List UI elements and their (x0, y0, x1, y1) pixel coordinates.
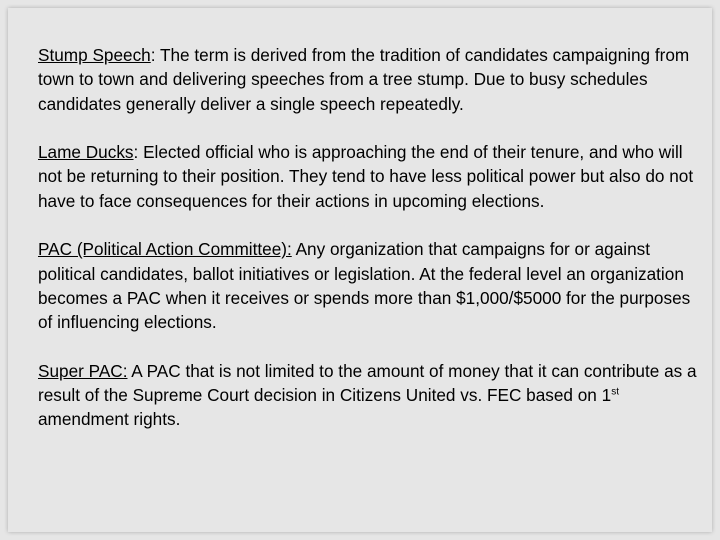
definition-text: Elected official who is approaching the end of their tenure, and who will not be returning to their position. They tend to have less political power but also do not have to face consequences for their actions in upcoming elections. (38, 142, 694, 211)
definition-text: Any organization that campaigns for or against political candidates, ballot initiatives or legislation. At the federal level an organization becomes a PAC when it receives or spends more than $1,000/$5000 for the purposes of influencing elections. (38, 239, 691, 333)
definition-text: A PAC that is not limited to the amount of money that it can contribute as a result of the Supreme Court decision in Citizens United vs. FEC based on 1 (38, 360, 697, 406)
ordinal-superscript: st (611, 386, 619, 398)
definition-text: The term is derived from the tradition of candidates campaigning from town to town and delivering speeches from a tree stump. Due to busy schedules candidates generally deliver a single speech repeatedly. (38, 45, 690, 114)
term-pac: PAC (Political Action Committee): (38, 239, 292, 260)
term-separator: : (133, 142, 139, 163)
term-stump-speech: Stump Speech (38, 45, 151, 65)
term-lame-ducks: Lame Ducks (38, 142, 134, 163)
term-super-pac: Super PAC: (38, 360, 128, 381)
definition-entry-pac (38, 237, 703, 334)
slide (8, 8, 712, 532)
definition-entry-super-pac (38, 359, 703, 432)
definition-entry-lame-ducks (38, 140, 703, 213)
definition-text-end: amendment rights. (38, 409, 181, 430)
definition-entry-stump-speech (38, 43, 703, 116)
definitions-list (38, 43, 703, 456)
term-separator: : (150, 45, 156, 65)
